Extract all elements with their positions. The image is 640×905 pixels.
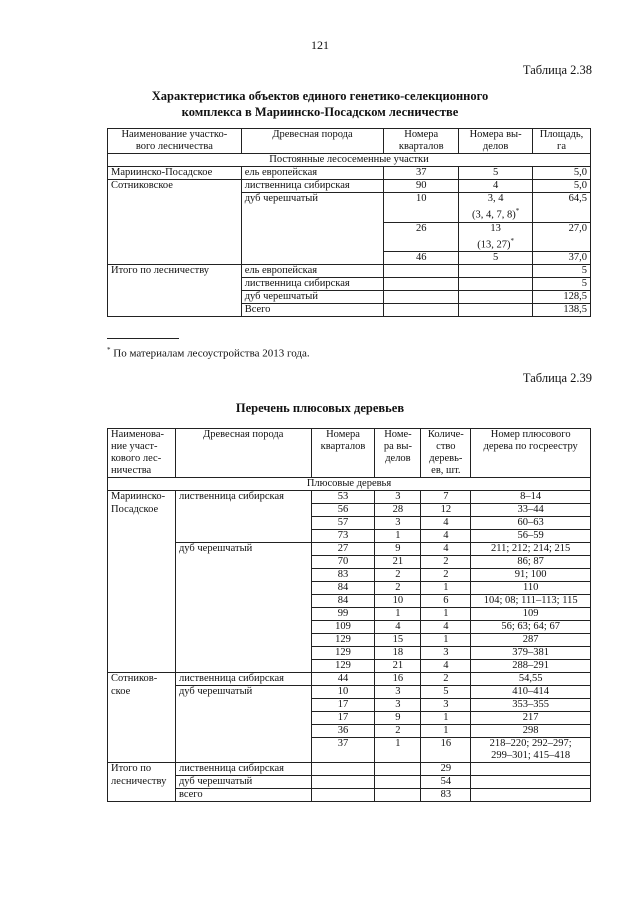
table-row <box>108 608 591 621</box>
cell-species <box>175 647 311 660</box>
cell-district <box>108 647 176 660</box>
cell-registry: 110 <box>471 582 591 595</box>
cell-district: лесничеству <box>108 776 176 789</box>
cell-registry: 211; 212; 214; 215 <box>471 543 591 556</box>
table-row <box>108 569 591 582</box>
table-row <box>108 660 591 673</box>
cell-species: ель европейская <box>241 167 384 180</box>
header-species: Древесная порода <box>241 129 384 154</box>
table-row <box>108 504 591 517</box>
table-row <box>108 517 591 530</box>
totals-row <box>108 291 591 304</box>
cell-count: 3 <box>421 699 471 712</box>
header-text: деревь- <box>429 453 463 464</box>
cell-registry: 54,55 <box>471 673 591 686</box>
cell-district <box>108 699 176 712</box>
cell-species <box>241 252 384 265</box>
cell-district <box>108 517 176 530</box>
cell-species: дуб черешчатый <box>241 291 384 304</box>
cell-quarter: 84 <box>311 582 375 595</box>
cell-quarter: 56 <box>311 504 375 517</box>
cell-district <box>108 738 176 763</box>
table-row <box>108 543 591 556</box>
header-text: делов <box>482 141 509 152</box>
cell-quarter: 57 <box>311 517 375 530</box>
cell-district <box>108 291 242 304</box>
cell-species: дуб черешчатый <box>175 686 311 699</box>
header-text: Номер плюсового <box>490 429 571 440</box>
cell-species <box>175 569 311 582</box>
table-row <box>108 252 591 265</box>
cell-quarter <box>384 278 459 291</box>
cell-district: Итого по <box>108 763 176 776</box>
cell-species <box>175 582 311 595</box>
cell-species <box>175 621 311 634</box>
table-row <box>108 621 591 634</box>
header-text: ство <box>436 441 456 452</box>
cell-plot <box>459 304 533 317</box>
cell-species <box>175 725 311 738</box>
cell-plot <box>375 776 421 789</box>
cell-district <box>108 193 242 223</box>
header-text: Площадь, <box>539 129 584 140</box>
header-text: Номера вы- <box>469 129 522 140</box>
table-2-39 <box>107 428 591 802</box>
header-text: кварталов <box>320 441 366 452</box>
cell-species: лиственница сибирская <box>241 278 384 291</box>
header-text: делов <box>385 453 411 464</box>
cell-plot: 15 <box>375 634 421 647</box>
cell-district: Мариинско- <box>108 491 176 504</box>
table-row <box>108 595 591 608</box>
cell-registry: 104; 08; 111–113; 115 <box>471 595 591 608</box>
table-row <box>108 180 591 193</box>
cell-district <box>108 569 176 582</box>
cell-quarter <box>384 291 459 304</box>
cell-count: 1 <box>421 608 471 621</box>
cell-plot: 5 <box>459 167 533 180</box>
table-row <box>108 556 591 569</box>
cell-area: 138,5 <box>533 304 591 317</box>
cell-plot: 4 <box>459 180 533 193</box>
section-row <box>108 154 591 167</box>
cell-count: 2 <box>421 569 471 582</box>
cell-registry: 287 <box>471 634 591 647</box>
cell-quarter: 10 <box>384 193 459 223</box>
cell-registry: 33–44 <box>471 504 591 517</box>
cell-plot: 16 <box>375 673 421 686</box>
cell-count: 1 <box>421 712 471 725</box>
cell-district: ское <box>108 686 176 699</box>
table-header-row <box>108 429 591 478</box>
cell-quarter: 37 <box>311 738 375 763</box>
header-plots <box>375 429 421 478</box>
cell-plot: 1 <box>375 738 421 763</box>
cell-count: 3 <box>421 647 471 660</box>
cell-count: 1 <box>421 634 471 647</box>
table-row <box>108 699 591 712</box>
cell-count: 54 <box>421 776 471 789</box>
cell-plot: 4 <box>375 621 421 634</box>
cell-species: всего <box>175 789 311 802</box>
cell-registry: 410–414 <box>471 686 591 699</box>
cell-species <box>175 712 311 725</box>
cell-count: 12 <box>421 504 471 517</box>
cell-quarter: 84 <box>311 595 375 608</box>
section-title: Плюсовые деревья <box>108 478 591 491</box>
header-text: кварталов <box>398 141 444 152</box>
header-plots <box>459 129 533 154</box>
cell-plot: 18 <box>375 647 421 660</box>
cell-plot: 1 <box>375 530 421 543</box>
cell-quarter <box>384 304 459 317</box>
cell-quarter <box>311 789 375 802</box>
cell-registry <box>471 776 591 789</box>
cell-quarter: 129 <box>311 660 375 673</box>
header-text: га <box>557 141 566 152</box>
cell-species <box>175 660 311 673</box>
cell-species <box>175 595 311 608</box>
cell-species <box>241 222 384 252</box>
table-header-row <box>108 129 591 154</box>
cell-quarter <box>311 776 375 789</box>
cell-species <box>175 517 311 530</box>
cell-registry: 379–381 <box>471 647 591 660</box>
totals-row <box>108 278 591 291</box>
cell-district <box>108 556 176 569</box>
table-2-38-title-line1: Характеристика объектов единого генетико-селекционного <box>151 89 489 103</box>
cell-quarter: 10 <box>311 686 375 699</box>
cell-registry: 298 <box>471 725 591 738</box>
cell-district <box>108 660 176 673</box>
cell-quarter: 26 <box>384 222 459 252</box>
cell-plot <box>459 222 533 252</box>
cell-plot: 3 <box>375 699 421 712</box>
table-2-39-label: Таблица 2.39 <box>522 371 592 385</box>
cell-plot: 5 <box>459 252 533 265</box>
cell-district <box>108 634 176 647</box>
cell-registry <box>471 763 591 776</box>
header-text: Номе- <box>384 429 412 440</box>
cell-plot <box>375 789 421 802</box>
cell-quarter: 90 <box>384 180 459 193</box>
cell-quarter: 27 <box>311 543 375 556</box>
cell-plot <box>459 291 533 304</box>
cell-district <box>108 712 176 725</box>
cell-species: лиственница сибирская <box>241 180 384 193</box>
header-text: Количе- <box>427 429 464 440</box>
totals-row <box>108 776 591 789</box>
header-district <box>108 429 176 478</box>
cell-count: 83 <box>421 789 471 802</box>
cell-species <box>175 556 311 569</box>
cell-count: 1 <box>421 725 471 738</box>
cell-district <box>108 789 176 802</box>
cell-plot <box>375 763 421 776</box>
cell-species: дуб черешчатый <box>175 776 311 789</box>
cell-area: 5 <box>533 265 591 278</box>
cell-area: 128,5 <box>533 291 591 304</box>
cell-quarter: 17 <box>311 699 375 712</box>
plot-extra: (3, 4, 7, 8) <box>471 209 516 221</box>
cell-plot <box>459 193 533 223</box>
cell-count: 1 <box>421 582 471 595</box>
cell-registry: 288–291 <box>471 660 591 673</box>
cell-area: 5,0 <box>533 167 591 180</box>
section-row <box>108 478 591 491</box>
cell-plot: 9 <box>375 712 421 725</box>
header-text: ев, шт. <box>431 465 461 476</box>
cell-plot: 3 <box>375 517 421 530</box>
cell-district <box>108 595 176 608</box>
totals-row <box>108 789 591 802</box>
cell-district <box>108 252 242 265</box>
header-text: дерева по госреестру <box>483 441 578 452</box>
header-text: ра вы- <box>383 441 412 452</box>
cell-quarter: 70 <box>311 556 375 569</box>
cell-species: ель европейская <box>241 265 384 278</box>
cell-plot <box>459 265 533 278</box>
cell-quarter: 99 <box>311 608 375 621</box>
cell-district <box>108 222 242 252</box>
cell-plot: 21 <box>375 660 421 673</box>
footnote-mark: * <box>515 207 520 215</box>
cell-registry: 91; 100 <box>471 569 591 582</box>
cell-species: лиственница сибирская <box>175 673 311 686</box>
registry-line: 299–301; 415–418 <box>491 750 571 761</box>
cell-district: Посадское <box>108 504 176 517</box>
plot-value: 3, 4 <box>487 193 504 204</box>
cell-count: 16 <box>421 738 471 763</box>
cell-count: 4 <box>421 543 471 556</box>
footnote-divider <box>107 338 179 339</box>
cell-district <box>108 621 176 634</box>
header-district <box>108 129 242 154</box>
table-row <box>108 673 591 686</box>
cell-species <box>175 504 311 517</box>
cell-plot: 3 <box>375 686 421 699</box>
cell-registry <box>471 789 591 802</box>
header-species: Древесная порода <box>175 429 311 478</box>
cell-registry <box>471 738 591 763</box>
cell-registry: 109 <box>471 608 591 621</box>
cell-count: 29 <box>421 763 471 776</box>
cell-district <box>108 582 176 595</box>
cell-species: лиственница сибирская <box>175 491 311 504</box>
header-text: Наименова- <box>111 429 165 440</box>
cell-species <box>175 738 311 763</box>
table-row <box>108 582 591 595</box>
cell-quarter: 17 <box>311 712 375 725</box>
cell-quarter: 129 <box>311 634 375 647</box>
cell-plot: 28 <box>375 504 421 517</box>
table-row <box>108 712 591 725</box>
cell-quarter: 109 <box>311 621 375 634</box>
cell-quarter <box>311 763 375 776</box>
table-2-38-title <box>0 88 640 120</box>
totals-row <box>108 763 591 776</box>
header-registry <box>471 429 591 478</box>
table-row <box>108 530 591 543</box>
cell-plot: 21 <box>375 556 421 569</box>
header-text: Номера <box>404 129 439 140</box>
cell-species <box>175 608 311 621</box>
table-row <box>108 686 591 699</box>
plot-extra: (13, 27) <box>477 239 511 250</box>
cell-plot: 10 <box>375 595 421 608</box>
header-text: кового лес- <box>111 453 162 464</box>
cell-quarter: 46 <box>384 252 459 265</box>
section-title: Постоянные лесосеменные участки <box>108 154 591 167</box>
cell-registry: 56; 63; 64; 67 <box>471 621 591 634</box>
header-quarters <box>311 429 375 478</box>
cell-registry: 56–59 <box>471 530 591 543</box>
cell-plot: 1 <box>375 608 421 621</box>
cell-district: Итого по лесничеству <box>108 265 242 278</box>
cell-quarter <box>384 265 459 278</box>
cell-quarter: 83 <box>311 569 375 582</box>
cell-count: 2 <box>421 673 471 686</box>
totals-row <box>108 304 591 317</box>
cell-registry: 353–355 <box>471 699 591 712</box>
cell-district: Сотников- <box>108 673 176 686</box>
registry-line: 218–220; 292–297; <box>489 738 572 749</box>
cell-species: Всего <box>241 304 384 317</box>
header-count <box>421 429 471 478</box>
cell-district <box>108 304 242 317</box>
cell-district: Сотниковское <box>108 180 242 193</box>
cell-registry: 60–63 <box>471 517 591 530</box>
cell-species <box>175 699 311 712</box>
table-row <box>108 222 591 252</box>
cell-species <box>175 634 311 647</box>
cell-species <box>175 530 311 543</box>
cell-count: 6 <box>421 595 471 608</box>
cell-district <box>108 725 176 738</box>
header-text: вого лесничества <box>135 141 213 152</box>
cell-district <box>108 530 176 543</box>
table-row <box>108 647 591 660</box>
page-number: 121 <box>311 38 329 52</box>
cell-count: 5 <box>421 686 471 699</box>
table-2-39-body <box>108 491 591 802</box>
table-2-38-title-line2: комплекса в Мариинско-Посадском лесничестве <box>181 105 459 119</box>
header-text: ние участ- <box>111 441 158 452</box>
cell-registry: 8–14 <box>471 491 591 504</box>
cell-quarter: 73 <box>311 530 375 543</box>
table-2-38-label: Таблица 2.38 <box>522 63 592 77</box>
cell-plot: 2 <box>375 569 421 582</box>
cell-plot: 2 <box>375 582 421 595</box>
cell-count: 2 <box>421 556 471 569</box>
table-2-38 <box>107 128 591 317</box>
footnote-mark: * <box>107 346 111 354</box>
cell-species: лиственница сибирская <box>175 763 311 776</box>
cell-plot: 2 <box>375 725 421 738</box>
header-area <box>533 129 591 154</box>
cell-count: 4 <box>421 517 471 530</box>
table-row <box>108 193 591 223</box>
table-2-39-title: Перечень плюсовых деревьев <box>235 401 405 415</box>
cell-district <box>108 278 242 291</box>
cell-area: 37,0 <box>533 252 591 265</box>
footnote-mark: * <box>510 236 514 245</box>
cell-district: Мариинско-Посадское <box>108 167 242 180</box>
cell-quarter: 44 <box>311 673 375 686</box>
table-row <box>108 634 591 647</box>
cell-plot <box>459 278 533 291</box>
cell-registry: 217 <box>471 712 591 725</box>
table-row <box>108 491 591 504</box>
cell-plot: 9 <box>375 543 421 556</box>
plot-value: 13 <box>490 222 501 234</box>
cell-quarter: 53 <box>311 491 375 504</box>
cell-district <box>108 543 176 556</box>
header-text: Наименование участко- <box>121 129 228 140</box>
cell-species: дуб черешчатый <box>175 543 311 556</box>
footnote <box>107 346 310 360</box>
table-row <box>108 725 591 738</box>
cell-count: 4 <box>421 530 471 543</box>
cell-district <box>108 608 176 621</box>
table-row <box>108 167 591 180</box>
cell-area: 5,0 <box>533 180 591 193</box>
cell-plot: 3 <box>375 491 421 504</box>
cell-count: 4 <box>421 621 471 634</box>
totals-row <box>108 265 591 278</box>
cell-registry: 86; 87 <box>471 556 591 569</box>
cell-species: дуб черешчатый <box>241 193 384 223</box>
cell-quarter: 129 <box>311 647 375 660</box>
table-row <box>108 738 591 763</box>
cell-area: 5 <box>533 278 591 291</box>
footnote-text: По материалам лесоустройства 2013 года. <box>110 347 310 360</box>
cell-count: 7 <box>421 491 471 504</box>
cell-count: 4 <box>421 660 471 673</box>
cell-quarter: 37 <box>384 167 459 180</box>
header-text: ничества <box>111 465 152 476</box>
cell-area: 27,0 <box>533 222 591 252</box>
header-quarters <box>384 129 459 154</box>
cell-area: 64,5 <box>533 193 591 223</box>
cell-quarter: 36 <box>311 725 375 738</box>
header-text: Номера <box>326 429 360 440</box>
